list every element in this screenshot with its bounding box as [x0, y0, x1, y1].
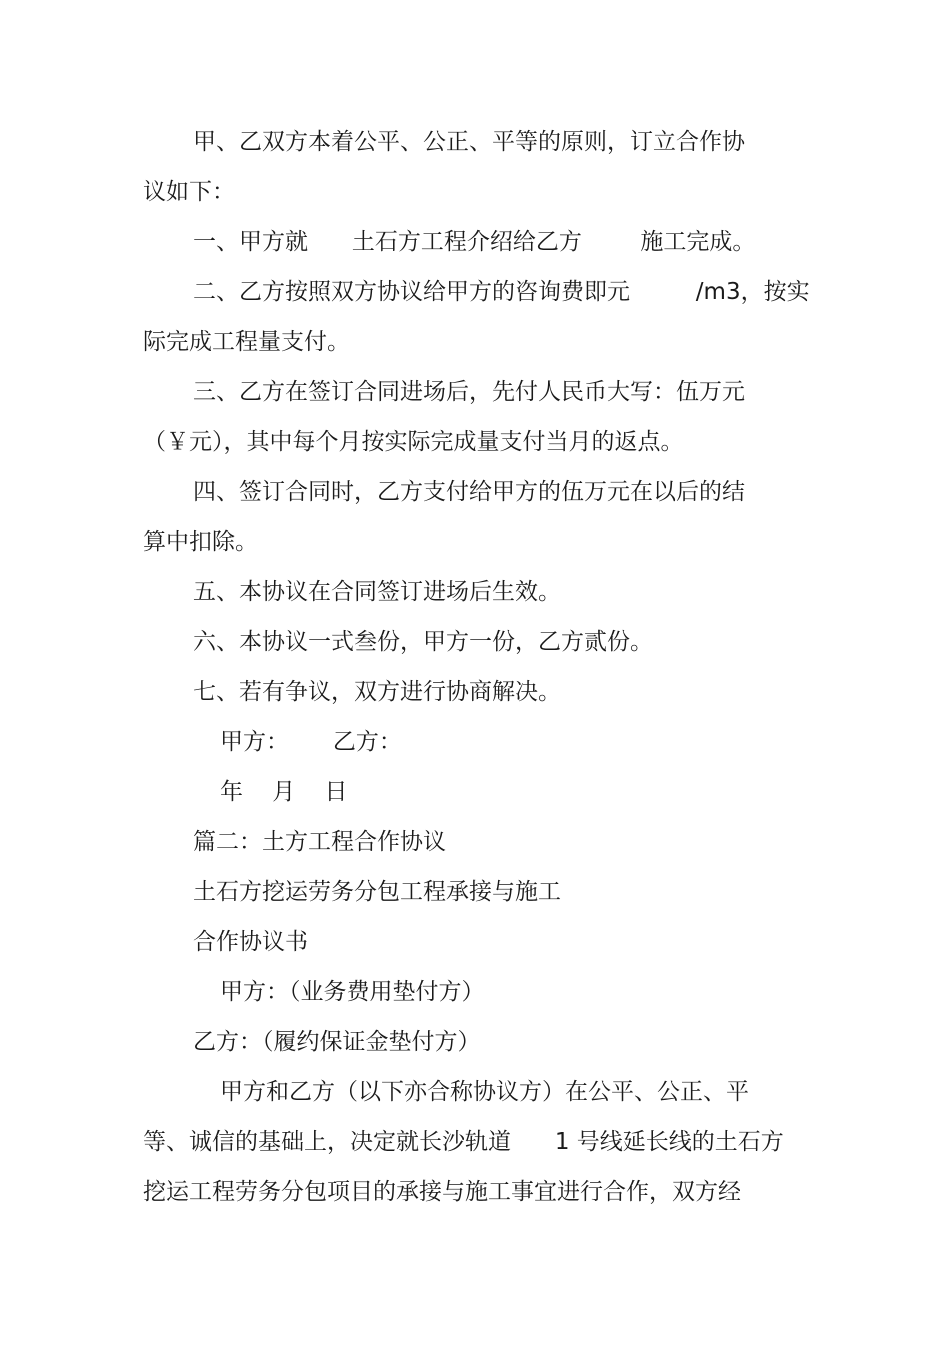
text-line: 挖运工程劳务分包项目的承接与施工事宜进行合作，双方经 — [143, 1179, 741, 1205]
party-b-line: 乙方：（履约保证金垫付方） — [193, 1029, 481, 1055]
date-line: 年 月 日 — [220, 779, 348, 805]
text-line: （￥元），其中每个月按实际完成量支付当月的返点。 — [143, 429, 684, 455]
text-line: 三、乙方在签订合同进场后，先付人民币大写：伍万元 — [193, 379, 745, 405]
text-line: 七、若有争议，双方进行协商解决。 — [193, 679, 561, 705]
text-line: 四、签订合同时，乙方支付给甲方的伍万元在以后的结 — [193, 479, 745, 505]
text-line: 算中扣除。 — [143, 529, 258, 555]
text-line: 五、本协议在合同签订进场后生效。 — [193, 579, 561, 605]
document-title: 土石方挖运劳务分包工程承接与施工 — [193, 879, 561, 905]
text-line: 六、本协议一式叁份，甲方一份，乙方贰份。 — [193, 629, 653, 655]
text-line: 二、乙方按照双方协议给甲方的咨询费即元 /m3，按实 — [193, 279, 810, 305]
text-line: 等、诚信的基础上，决定就长沙轨道 1 号线延长线的土石方 — [143, 1129, 784, 1155]
text-line: 甲方和乙方（以下亦合称协议方）在公平、公正、平 — [220, 1079, 749, 1105]
party-a-line: 甲方：（业务费用垫付方） — [220, 979, 485, 1005]
text-line: 甲、乙双方本着公平、公正、平等的原则，订立合作协 — [193, 129, 745, 155]
signature-parties-line: 甲方： 乙方： — [220, 729, 402, 755]
section-heading: 篇二：土方工程合作协议 — [193, 829, 446, 855]
text-line: 议如下： — [143, 179, 235, 205]
text-line: 际完成工程量支付。 — [143, 329, 350, 355]
document-title: 合作协议书 — [193, 929, 308, 955]
text-line: 一、甲方就 土石方工程介绍给乙方 施工完成。 — [193, 229, 756, 255]
